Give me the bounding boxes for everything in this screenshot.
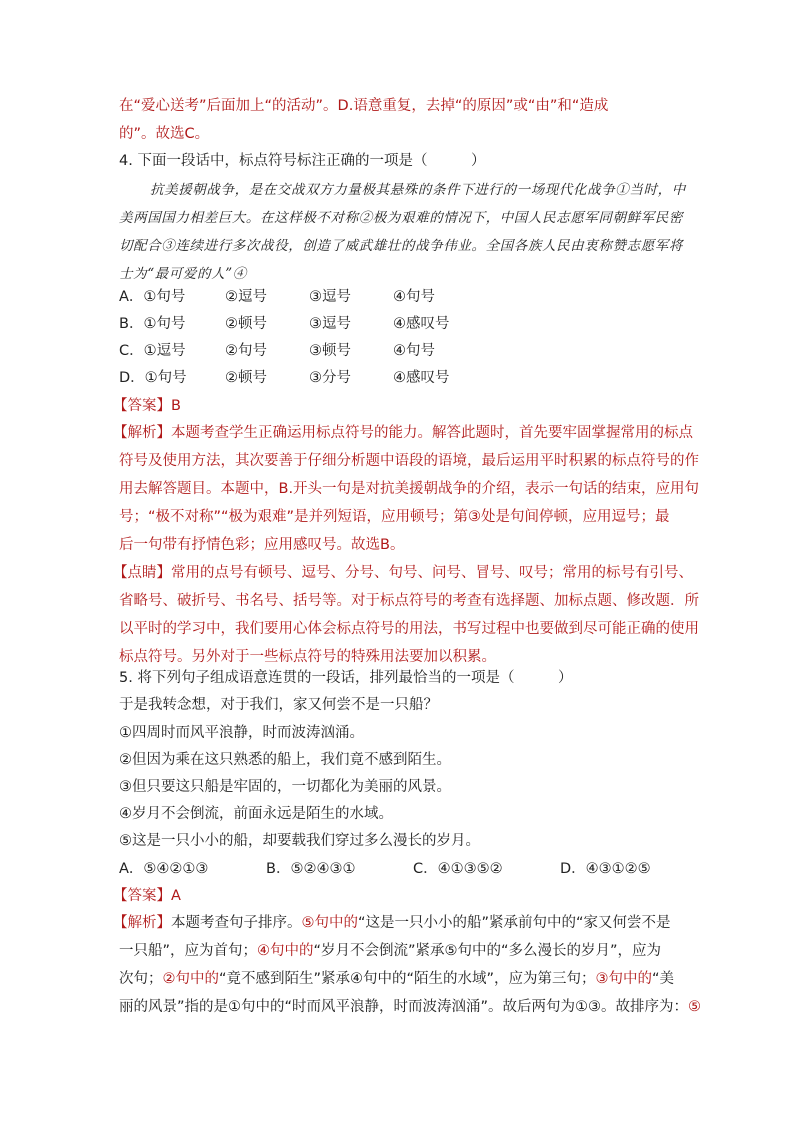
q5-analysis-3b: ②句中的 — [162, 971, 219, 987]
q5-sentence-4: ④岁月不会倒流，前面永远是陌生的水域。 — [119, 806, 393, 822]
q5-stem: 5. 将下列句子组成语意连贯的一段话，排列最恰当的一项是（ ） — [119, 670, 573, 686]
q4-option-c-1: C．①逗号 — [119, 343, 186, 359]
q4-analysis-line-4: 号；“极不对称”“极为艰难”是并列短语，应用顿号；第③处是句间停顿，应用逗号；最 — [119, 509, 670, 525]
q4-analysis-line-5: 后一句带有抒情色彩；应用感叹号。故选B。 — [119, 537, 405, 553]
q4-option-d-4: ④感叹号 — [393, 370, 450, 386]
q5-option-b: B．⑤②④③① — [266, 861, 356, 877]
q5-analysis-3e: “美 — [652, 971, 675, 987]
q4-tip-line-2: 省略号、破折号、书名号、括号等。对于标点符号的考查有选择题、加标点题、修改题．所 — [119, 593, 699, 609]
q5-option-c: C．④①③⑤② — [413, 861, 503, 877]
q4-passage-line-4: 士为“最可爱的人”④ — [119, 266, 247, 282]
q4-option-d-3: ③分号 — [309, 370, 351, 386]
q4-answer-tag: 【答案】 — [113, 398, 171, 414]
q4-option-a-3: ③逗号 — [309, 289, 351, 305]
q5-analysis-2c: “岁月不会倒流”紧承⑤句中的“多么漫长的岁月”，应为 — [313, 943, 662, 959]
intro-line-2: 的”。故选C。 — [119, 126, 210, 142]
q4-option-b-2: ②顿号 — [225, 316, 267, 332]
q4-option-c-2: ②句号 — [225, 343, 267, 359]
q5-answer-tag: 【答案】 — [113, 888, 171, 904]
q5-analysis-3d: ③句中的 — [595, 971, 653, 987]
q5-analysis-1b: ⑤句中的 — [301, 915, 358, 931]
q4-option-b-4: ④感叹号 — [393, 316, 450, 332]
q5-option-a: A．⑤④②①③ — [119, 861, 209, 877]
q5-sentence-5: ⑤这是一只小小的船，却要载我们穿过多么漫长的岁月。 — [119, 833, 480, 849]
q5-analysis-line-1 — [113, 913, 671, 933]
q5-option-d: D．④③①②⑤ — [560, 861, 651, 877]
q4-analysis-line-2: 符号及使用方法，其次要善于仔细分析题中语段的语境，最后运用平时积累的标点符号的作 — [119, 453, 699, 469]
q4-stem: 4. 下面一段话中，标点符号标注正确的一项是（ ） — [119, 153, 486, 169]
q4-tip-line-3: 以平时的学习中，我们要用心体会标点符号的用法，书写过程中也要做到尽可能正确的使用 — [119, 621, 699, 637]
q5-analysis-3a: 次句； — [119, 971, 163, 987]
q4-option-a-4: ④句号 — [393, 289, 435, 305]
q4-tip-line-4: 标点符号。另外对于一些标点符号的特殊用法要加以积累。 — [119, 649, 496, 665]
q4-analysis-tag: 【解析】 — [113, 425, 171, 441]
q5-analysis-2a: 一只船”，应为首句； — [119, 943, 258, 959]
q5-sentence-1: ①四周时而风平浪静，时而波涛汹涌。 — [119, 725, 364, 741]
q5-analysis-line-2 — [119, 941, 661, 961]
q4-analysis-text-1: 本题考查学生正确运用标点符号的能力。解答此题时，首先要牢固掌握常用的标点 — [171, 425, 693, 441]
q5-analysis-2b: ④句中的 — [257, 943, 314, 959]
q4-tip-text-1: 常用的点号有顿号、逗号、分号、句号、问号、冒号、叹号；常用的标号有引号、 — [171, 565, 693, 581]
q5-answer-value: A — [171, 888, 181, 904]
q5-analysis-line-3 — [119, 969, 674, 989]
q4-analysis-line-1 — [113, 423, 693, 443]
q5-lead-sentence: 于是我转念想，对于我们，家又何尝不是一只船？ — [119, 697, 438, 713]
q4-passage-line-3: 切配合③连续进行多次战役，创造了威武雄壮的战争伟业。全国各族人民由衷称赞志愿军将 — [119, 238, 683, 254]
q4-option-a-1: A．①句号 — [119, 289, 186, 305]
q4-answer-value: B — [171, 398, 181, 414]
q4-tip-line-1 — [113, 563, 693, 583]
q5-sentence-2: ②但因为乘在这只熟悉的船上，我们竟不感到陌生。 — [119, 752, 451, 768]
q5-analysis-tag: 【解析】 — [113, 915, 171, 931]
q4-passage-line-2: 美两国国力相差巨大。在这样极不对称②极为艰难的情况下，中国人民志愿军同朝鲜军民密 — [119, 210, 683, 226]
q4-tip-tag: 【点睛】 — [113, 565, 171, 581]
q5-analysis-4a: 丽的风景”指的是①句中的“时而风平浪静，时而波涛汹涌”。故后两句为①③。故排序为： — [119, 999, 689, 1015]
q5-analysis-3c: “竟不感到陌生”紧承④句中的“陌生的水域”，应为第三句； — [219, 971, 596, 987]
q4-option-c-3: ③顿号 — [309, 343, 351, 359]
q4-option-d-2: ②顿号 — [225, 370, 267, 386]
q5-analysis-line-4 — [119, 997, 701, 1017]
intro-line-1: 在“爱心送考”后面加上“的活动”。D.语意重复，去掉“的原因”或“由”和“造成 — [119, 98, 609, 114]
q4-option-d-1: D．①句号 — [119, 370, 187, 386]
q4-option-c-4: ④句号 — [393, 343, 435, 359]
q5-analysis-4b: ⑤ — [688, 999, 702, 1015]
q4-passage-line-1: 抗美援朝战争，是在交战双方力量极其悬殊的条件下进行的一场现代化战争①当时，中 — [150, 182, 686, 198]
q5-sentence-3: ③但只要这只船是牢固的，一切都化为美丽的风景。 — [119, 779, 451, 795]
q4-option-b-3: ③逗号 — [309, 316, 351, 332]
q5-answer — [113, 886, 181, 906]
q4-analysis-line-3: 用去解答题目。本题中，B.开头一句是对抗美援朝战争的介绍，表示一句话的结束，应用句 — [119, 481, 700, 497]
q4-answer — [113, 396, 181, 416]
q4-option-a-2: ②逗号 — [225, 289, 267, 305]
q4-option-b-1: B．①句号 — [119, 316, 186, 332]
q5-analysis-1a: 本题考查句子排序。 — [171, 915, 302, 931]
q5-analysis-1c: “这是一只小小的船”紧承前句中的“家又何尝不是 — [358, 915, 671, 931]
